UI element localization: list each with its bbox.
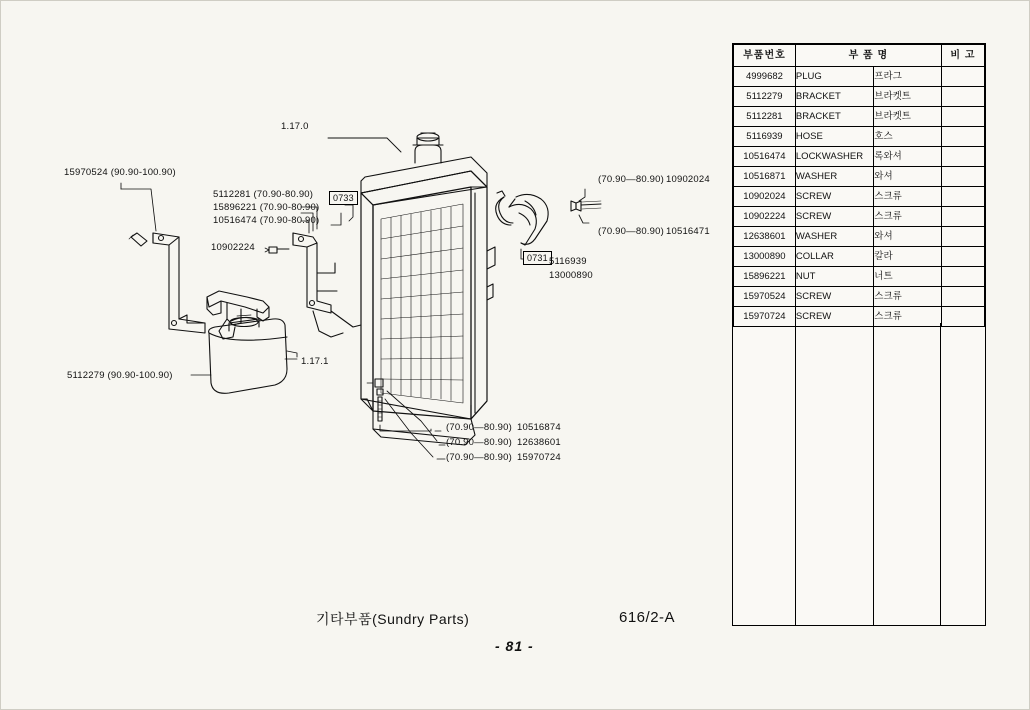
table-row — [734, 107, 985, 127]
label-box-0731: 0731 — [523, 251, 552, 265]
cell-part-number: 13000890 — [734, 247, 796, 267]
label-ref-top: 1.17.0 — [281, 121, 309, 132]
cell-part-number: 10516871 — [734, 167, 796, 187]
label-bracket-3: 10516474 (70.90-80.90) — [213, 215, 320, 226]
table-row — [734, 127, 985, 147]
parts-table-grid — [733, 44, 985, 327]
table-header-row — [734, 45, 985, 67]
label-bracket-1: 5112281 (70.90-80.90) — [213, 189, 314, 200]
table-row — [734, 227, 985, 247]
cell-note — [941, 287, 984, 307]
cell-part-number: 15970524 — [734, 287, 796, 307]
table-row — [734, 247, 985, 267]
cell-name-en: SCREW — [795, 187, 873, 207]
cell-name-kr: 스크류 — [874, 307, 942, 327]
label-bottom-2-range: (70.90—80.90) — [446, 437, 512, 448]
cell-name-en: WASHER — [795, 167, 873, 187]
label-right-bottom-number: 10516471 — [666, 226, 710, 237]
label-screw-left: 10902224 — [211, 242, 255, 253]
cell-note — [941, 307, 984, 327]
cell-part-number: 10516474 — [734, 147, 796, 167]
cell-name-en: SCREW — [795, 307, 873, 327]
cell-name-en: BRACKET — [795, 87, 873, 107]
table-row — [734, 307, 985, 327]
label-bottom-1-number: 10516874 — [517, 422, 561, 433]
cell-name-en: SCREW — [795, 287, 873, 307]
label-bottom-3-number: 15970724 — [517, 452, 561, 463]
cell-note — [941, 247, 984, 267]
cell-note — [941, 267, 984, 287]
table-row — [734, 187, 985, 207]
parts-table-body — [734, 67, 985, 327]
cell-part-number: 12638601 — [734, 227, 796, 247]
cell-part-number: 15970724 — [734, 307, 796, 327]
header-part-number: 부품번호 — [734, 45, 796, 67]
cell-name-kr: 호스 — [874, 127, 942, 147]
label-box-0733: 0733 — [329, 191, 358, 205]
exploded-parts-drawing — [1, 1, 732, 661]
cell-note — [941, 67, 984, 87]
table-row — [734, 147, 985, 167]
table-row — [734, 87, 985, 107]
cell-note — [941, 107, 984, 127]
table-row — [734, 287, 985, 307]
cell-name-kr: 브라켓트 — [874, 107, 942, 127]
cell-name-kr: 스크류 — [874, 187, 942, 207]
figure-caption: 기타부품(Sundry Parts) — [316, 611, 470, 627]
cell-note — [941, 87, 984, 107]
label-right-top-number: 10902024 — [666, 174, 710, 185]
label-hose-number: 5116939 — [549, 256, 587, 267]
cell-note — [941, 187, 984, 207]
header-note: 비 고 — [941, 45, 984, 67]
label-bottom-2-number: 12638601 — [517, 437, 561, 448]
label-left-top: 15970524 (90.90-100.90) — [64, 167, 176, 178]
table-row — [734, 267, 985, 287]
label-bracket-2: 15896221 (70.90-80.90) — [213, 202, 320, 213]
cell-name-en: COLLAR — [795, 247, 873, 267]
cell-note — [941, 207, 984, 227]
label-right-top-range: (70.90—80.90) — [598, 174, 664, 185]
cell-name-en: SCREW — [795, 207, 873, 227]
table-row — [734, 167, 985, 187]
table-row — [734, 207, 985, 227]
cell-part-number: 4999682 — [734, 67, 796, 87]
table-row — [734, 67, 985, 87]
cell-name-en: NUT — [795, 267, 873, 287]
cell-name-kr: 프라그 — [874, 67, 942, 87]
cell-name-kr: 칼라 — [874, 247, 942, 267]
cell-note — [941, 127, 984, 147]
cell-name-en: LOCKWASHER — [795, 147, 873, 167]
cell-name-kr: 록와셔 — [874, 147, 942, 167]
cell-name-kr: 와셔 — [874, 227, 942, 247]
cell-name-kr: 스크류 — [874, 207, 942, 227]
label-bottom-1-range: (70.90—80.90) — [446, 422, 512, 433]
cell-name-kr: 브라켓트 — [874, 87, 942, 107]
cell-part-number: 5112279 — [734, 87, 796, 107]
drawing-vector — [1, 1, 732, 661]
table-rule-1 — [795, 323, 796, 625]
cell-name-en: HOSE — [795, 127, 873, 147]
cell-name-kr: 와셔 — [874, 167, 942, 187]
cell-name-en: BRACKET — [795, 107, 873, 127]
table-rule-3 — [940, 323, 941, 625]
cell-part-number: 5116939 — [734, 127, 796, 147]
cell-note — [941, 167, 984, 187]
cell-note — [941, 227, 984, 247]
cell-name-kr: 스크류 — [874, 287, 942, 307]
parts-table-head — [734, 45, 985, 67]
parts-table — [732, 43, 986, 626]
label-collar-number: 13000890 — [549, 270, 593, 281]
cell-note — [941, 147, 984, 167]
cell-name-en: PLUG — [795, 67, 873, 87]
label-ref-tank: 1.17.1 — [301, 356, 329, 367]
label-bottom-3-range: (70.90—80.90) — [446, 452, 512, 463]
cell-part-number: 5112281 — [734, 107, 796, 127]
figure-reference: 616/2-A — [619, 609, 676, 626]
table-rule-2 — [873, 323, 874, 625]
cell-name-en: WASHER — [795, 227, 873, 247]
label-right-bottom-range: (70.90—80.90) — [598, 226, 664, 237]
cell-part-number: 15896221 — [734, 267, 796, 287]
label-left-bottom: 5112279 (90.90-100.90) — [67, 370, 173, 381]
cell-part-number: 10902024 — [734, 187, 796, 207]
cell-part-number: 10902224 — [734, 207, 796, 227]
page-number: - 81 - — [495, 638, 534, 654]
cell-name-kr: 너트 — [874, 267, 942, 287]
header-part-name: 부 품 명 — [795, 45, 941, 67]
